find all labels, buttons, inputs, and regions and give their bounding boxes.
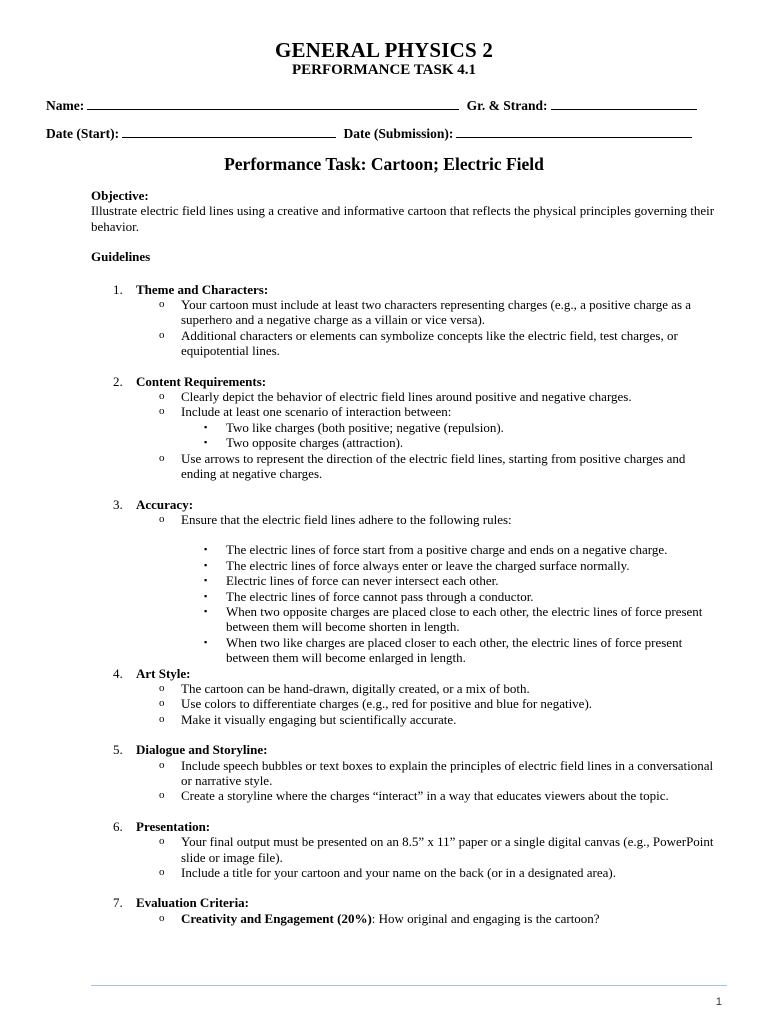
bullet-icon: o: [159, 758, 165, 771]
sub-list-item: ▪ When two like charges are placed closer to each other, the electric lines of force present between them will become enlarged in length.: [204, 634, 683, 666]
square-bullet-icon: ▪: [204, 559, 208, 570]
section-title: Art Style:: [136, 665, 191, 681]
objective-text: Illustrate electric field lines using a creative and informative cartoon that reflects the physical principles governing their behavior.: [91, 203, 715, 234]
list-item: o Clearly depict the behavior of electric field lines around positive and negative charges.: [159, 389, 632, 405]
bullet-icon: o: [159, 866, 165, 879]
grade-strand-blank[interactable]: [551, 97, 697, 110]
sub-list-item: ▪ The electric lines of force start from a positive charge and ends on a negative charge.: [204, 542, 668, 558]
section-number: 1.: [113, 281, 123, 297]
square-bullet-icon: ▪: [204, 636, 208, 647]
list-item: o Creativity and Engagement (20%): How original and engaging is the cartoon?: [159, 910, 600, 926]
grade-strand-label: Gr. & Strand:: [466, 98, 548, 113]
date-submission-label: Date (Submission):: [343, 126, 454, 141]
list-item: o Your final output must be presented on an 8.5” x 11” paper or a single digital canvas (e.g., PowerPoint slide or image file).: [159, 834, 714, 865]
list-item: o Create a storyline where the charges “interact” in a way that educates viewers about the topic.: [159, 788, 669, 804]
square-bullet-icon: ▪: [204, 544, 208, 555]
name-grade-row: [46, 97, 726, 114]
date-start-blank[interactable]: [122, 125, 336, 138]
square-bullet-icon: ▪: [204, 575, 208, 586]
bullet-icon: o: [159, 390, 165, 403]
section-title: Evaluation Criteria:: [136, 895, 250, 911]
square-bullet-icon: ▪: [204, 421, 208, 432]
square-bullet-icon: ▪: [204, 590, 208, 601]
section-1-heading: [91, 282, 721, 297]
sub-list-item: ▪ Two like charges (both positive; negative (repulsion).: [204, 419, 504, 435]
section-title: Content Requirements:: [136, 373, 267, 389]
bullet-icon: o: [159, 328, 165, 341]
document-body: [91, 188, 721, 926]
section-3-heading: [91, 497, 721, 512]
sub-list-item: ▪ The electric lines of force cannot pass through a conductor.: [204, 588, 534, 604]
page-number: 1: [715, 996, 722, 1008]
document-subtitle: PERFORMANCE TASK 4.1: [291, 62, 477, 78]
square-bullet-icon: ▪: [204, 437, 208, 448]
section-title: Theme and Characters:: [136, 281, 269, 297]
section-number: 4.: [113, 665, 123, 681]
square-bullet-icon: ▪: [204, 605, 208, 616]
sub-list-item: ▪ The electric lines of force always enter or leave the charged surface normally.: [204, 557, 630, 573]
section-title: Presentation:: [136, 818, 211, 834]
section-title: Dialogue and Storyline:: [136, 742, 268, 758]
name-label: Name:: [46, 98, 85, 113]
bullet-icon: o: [159, 512, 165, 525]
list-item: o Include speech bubbles or text boxes to explain the principles of electric field lines in a conversational or narrative style.: [159, 757, 714, 788]
sub-list-item: ▪ When two opposite charges are placed close to each other, the electric lines of force present between them will become shorten in length.: [204, 603, 703, 635]
sub-list-item: ▪ Electric lines of force can never intersect each other.: [204, 573, 499, 589]
section-number: 7.: [113, 895, 123, 911]
bullet-icon: o: [159, 697, 165, 710]
date-submission-blank[interactable]: [456, 125, 692, 138]
section-2-heading: [91, 374, 721, 389]
section-number: 3.: [113, 496, 123, 512]
list-item: o Include a title for your cartoon and your name on the back (or in a designated area).: [159, 865, 616, 881]
bullet-icon: o: [159, 835, 165, 848]
bullet-icon: o: [159, 681, 165, 694]
list-item: o Make it visually engaging but scientifically accurate.: [159, 711, 457, 727]
name-blank[interactable]: [87, 97, 459, 110]
bullet-icon: o: [159, 712, 165, 725]
bullet-icon: o: [159, 789, 165, 802]
section-number: 6.: [113, 818, 123, 834]
bullet-icon: o: [159, 405, 165, 418]
list-item: o Use arrows to represent the direction of the electric field lines, starting from positive charges and ending at negative charges.: [159, 450, 686, 482]
section-5-heading: [91, 742, 721, 757]
guidelines-label: Guidelines: [91, 249, 151, 265]
list-item: o Additional characters or elements can symbolize concepts like the electric field, test charges, or equipotential lines.: [159, 327, 678, 359]
document-title: GENERAL PHYSICS 2: [274, 38, 494, 62]
task-title: Performance Task: Cartoon; Electric Field: [224, 154, 544, 174]
list-item: o Use colors to differentiate charges (e.g., red for positive and blue for negative).: [159, 696, 593, 712]
section-6-heading: [91, 819, 721, 834]
footer-rule: [91, 985, 727, 986]
date-row: [46, 125, 726, 142]
section-title: Accuracy:: [136, 496, 194, 512]
objective-label: Objective:: [91, 188, 149, 203]
bullet-icon: o: [159, 298, 165, 311]
list-item: o Include at least one scenario of interaction between:: [159, 404, 452, 420]
bullet-icon: o: [159, 451, 165, 464]
section-7-heading: [91, 895, 721, 910]
section-number: 2.: [113, 373, 123, 389]
date-start-label: Date (Start):: [46, 126, 120, 141]
list-item: o The cartoon can be hand-drawn, digitally created, or a mix of both.: [159, 680, 530, 696]
section-4-heading: [91, 666, 721, 681]
section-number: 5.: [113, 742, 123, 758]
bullet-icon: o: [159, 911, 165, 924]
sub-list-item: ▪ Two opposite charges (attraction).: [204, 435, 404, 451]
list-item: o Ensure that the electric field lines adhere to the following rules:: [159, 511, 512, 527]
list-item: o Your cartoon must include at least two characters representing charges (e.g., a positive charge as a superhero and a negative charge as a villain or vice versa).: [159, 297, 692, 328]
